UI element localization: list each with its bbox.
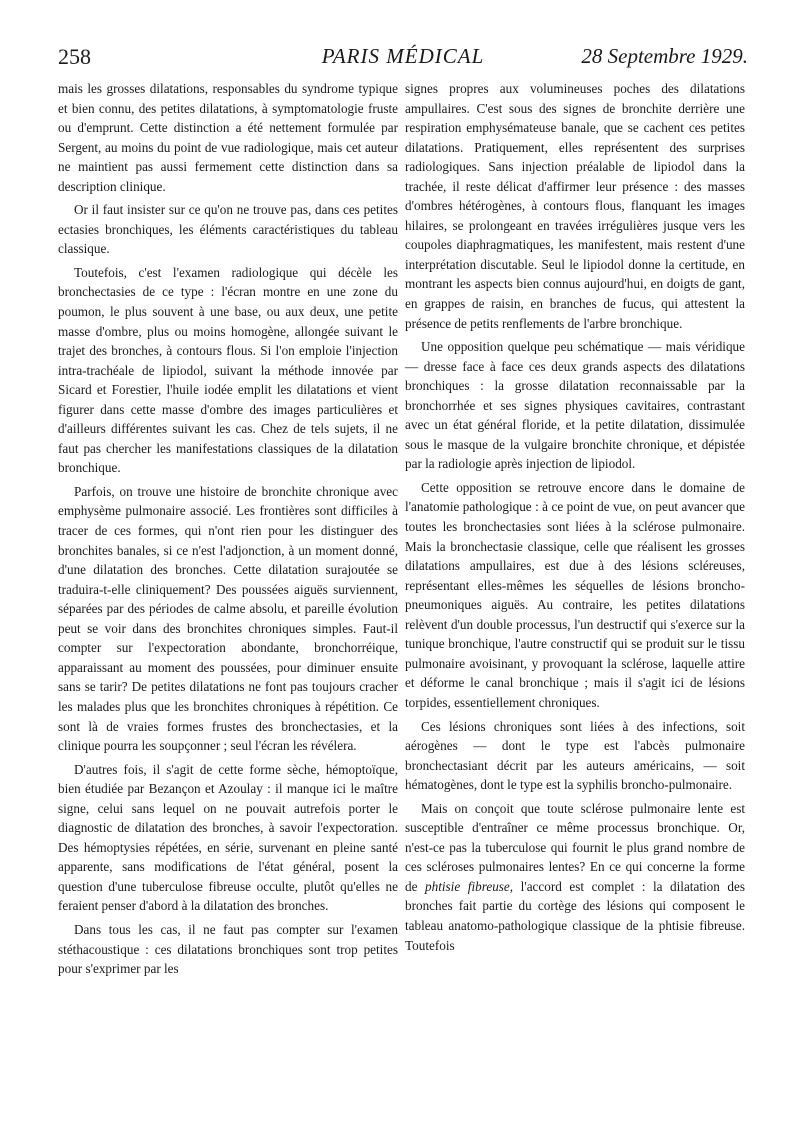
paragraph: Cette opposition se retrouve encore dans le domaine de l'anatomie pathologique : à ce point de vue, on peut avancer que toutes les bronchectasies sont liées à la sclérose pulmonaire. Mais la bronchectasie classique, celle que réalisent les grosses dilatations ampullaires, est due à des lésions scléreuses, représentant elles-mêmes les séquelles de lésions broncho-pneumoniques aiguës. Au contraire, les petites dilatations relèvent d'un double processus, l'un destructif qui s'exerce sur la tunique bronchique, l'autre constructif qui se produit sur le tissu pulmonaire avoisinant, y provoquant la sclérose, laquelle attire et déforme le canal bronchique ; mais il s'agit ici de lésions torpides, essentiellement chroniques. [405, 479, 745, 710]
paragraph [405, 799, 745, 955]
paragraph: signes propres aux volumineuses poches des dilatations ampullaires. C'est sous des signes de bronchite derrière une respiration emphysémateuse banale, que se cachent ces petites dilatations. Pratiquement, elles représentent des surprises radiologiques. Sans injection préalable de lipiodol dans la trachée, il reste délicat d'affirmer leur présence : des masses d'ombres hétérogènes, à contours flous, flanquant les images hilaires, se prolongeant en travées irrégulières jusque vers les coupoles diaphragmatiques, les manifestent, mais restent d'une interprétation discutable. Seul le lipiodol donne la certitude, en montrant les aspects bien connus aujourd'hui, en doigts de gant, en grappes de raisin, en branches de fucus, qui attestent la présence de petits renflements de l'arbre bronchique. [405, 81, 745, 331]
page-number: 258 [58, 44, 91, 69]
right-column [405, 79, 745, 955]
paragraph: Une opposition quelque peu schématique — mais véridique — dresse face à face ces deux grands aspects des dilatations bronchiques : la grosse dilatation reconnaissable par la bronchorrhée et ses signes physiques cavitaires, contrastant avec un état général floride, et la petite dilatation, dissimulée sous le masque de la vulgaire bronchite chronique, et dépistée par la radiologie après injection de lipiodol. [405, 339, 745, 472]
paragraph: Dans tous les cas, il ne faut pas compter sur l'examen stéthacoustique : ces dilatations bronchiques sont trop petites pour s'exprimer par les [58, 921, 398, 977]
journal-title: PARIS MÉDICAL [321, 44, 485, 68]
issue-date: 28 Septembre 1929. [581, 44, 748, 68]
running-header [58, 44, 748, 74]
left-column [58, 79, 398, 979]
paragraph: Toutefois, c'est l'examen radiologique qui décèle les bronchectasies de ce type : l'écran montre en une zone du poumon, le plus souvent à une base, ou aux deux, une petite masse d'ombre, plus ou moins homogène, allongée suivant le trajet des bronches, à contours flous. Si l'on emploie l'injection intra-trachéale de lipiodol, suivant la méthode innovée par Sicard et Forestier, l'huile iodée emplit les dilatations et vient figurer dans cette masse d'ombre des images particulières et d'ailleurs différentes suivant les cas. Chez de tels sujets, il ne faut pas chercher les manifestations classiques de la dilatation bronchique. [58, 264, 398, 476]
paragraph: Ces lésions chroniques sont liées à des infections, soit aérogènes — dont le type est l'abcès pulmonaire bronchectasiant décrit par les auteurs américains, — soit hématogènes, dont le type est la syphilis broncho-pulmonaire. [405, 718, 745, 793]
italic-term: phtisie fibreuse [425, 878, 510, 894]
paragraph: Parfois, on trouve une histoire de bronchite chronique avec emphysème pulmonaire associé. Les frontières sont difficiles à tracer de ces formes, qui n'ont rien pour les distinguer des bronchites banales, si ce n'est l'adjonction, à un moment donné, d'une dilatation des bronches. Cette dilatation surajoutée se traduira-t-elle cliniquement? Des poussées aiguës surviennent, séparées par des périodes de calme absolu, et pareille évolution peut se voir dans des bronchites chroniques simples. Faut-il compter sur l'expectoration abondante, bronchorréique, apparaissant au moment des poussées, pour diminuer ensuite sans se tarir? De petites dilatations ne font pas toujours cracher les malades plus que les bronchites chroniques à répétition. Ce sont là de vraies formes frustes des bronchectasies, et la clinique pourra les soupçonner ; seul l'écran les révélera. [58, 483, 398, 754]
paragraph: D'autres fois, il s'agit de cette forme sèche, hémoptoïque, bien étudiée par Bezançon et Azoulay : il manque ici le maître signe, celui sans lequel on ne pouvait autrefois porter le diagnostic de dilatation des bronches, à savoir l'expectoration. Des hémoptysies répétées, en série, survenant en pleine santé apparente, sans modifications de l'état général, posent la question d'une tuberculose fibreuse occulte, plutôt qu'elles ne feraient penser d'abord à la dilatation des bronches. [58, 761, 398, 914]
paragraph-text: , l'accord est complet : la dilatation des bronches fait partie du cortège des lésions qui composent le tableau anatomo-pathologique classique de la phtisie fibreuse. Toutefois [405, 878, 745, 953]
paragraph-text: Mais on conçoit que toute sclérose pulmonaire lente est susceptible d'entraîner ce même processus bronchique. Or, n'est-ce pas la tuberculose qui fournit le plus grand nombre de ces scléroses pulmonaires lentes? En ce qui concerne la forme de [405, 800, 745, 894]
paragraph: Or il faut insister sur ce qu'on ne trouve pas, dans ces petites ectasies bronchiques, les éléments caractéristiques du tableau classique. [58, 202, 398, 257]
paragraph: mais les grosses dilatations, responsables du syndrome typique et bien connu, des petites dilatations, à symptomatologie fruste ou d'emprunt. Cette distinction a été nettement formulée par Sergent, au moins du point de vue radiologique, mais cet auteur ne maintient pas aussi fermement cette distinction dans sa description clinique. [58, 81, 398, 194]
